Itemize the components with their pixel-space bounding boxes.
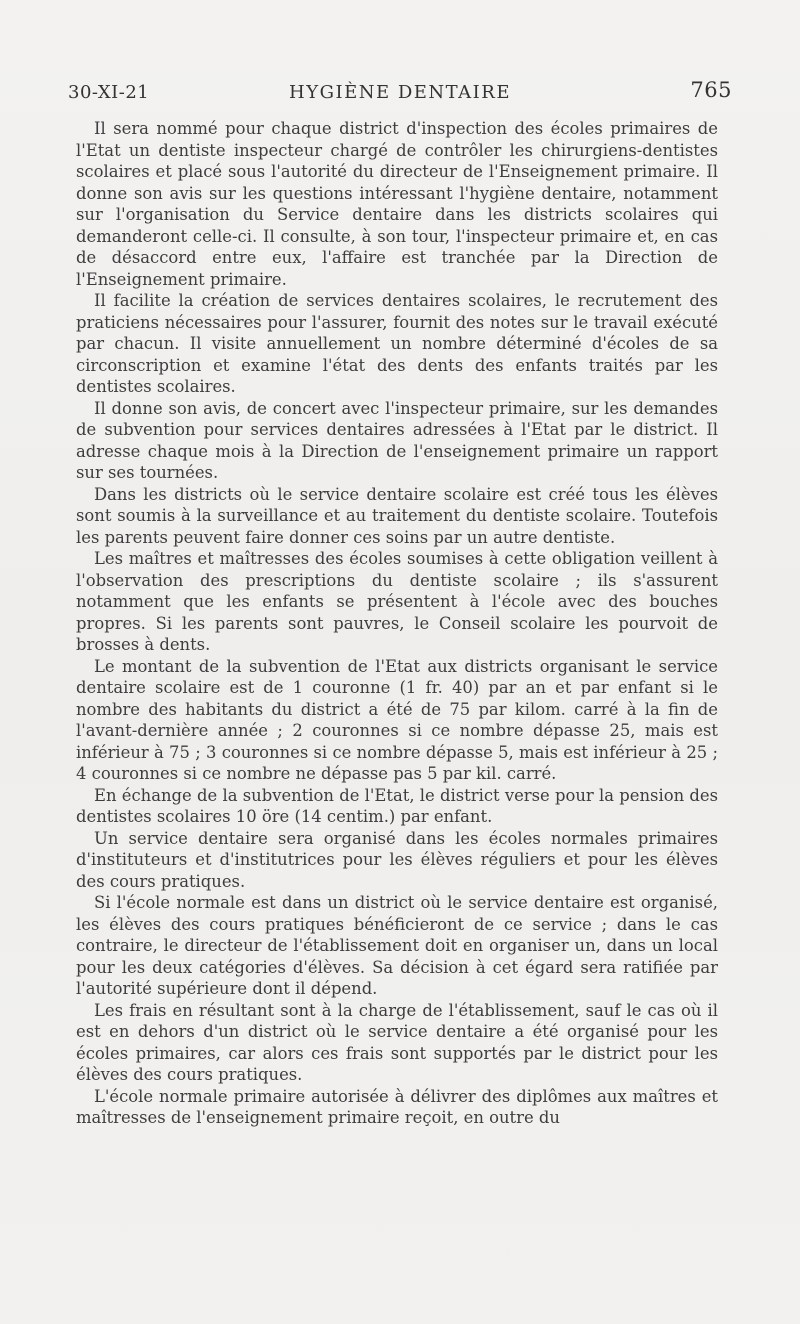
running-header <box>68 78 732 110</box>
paragraph: En échange de la subvention de l'Etat, le district verse pour la pension des dentistes scolaires 10 öre (14 centim.) par enfant. <box>76 785 718 826</box>
paragraph: Les frais en résultant sont à la charge de l'établissement, sauf le cas où il est en dehors d'un district où le service dentaire a été organisé pour les écoles primaires, car alors ces frais sont supportés par le district pour les élèves des cours pratiques. <box>76 1000 718 1084</box>
paragraph: L'école normale primaire autorisée à délivrer des diplômes aux maîtres et maîtresses de l'enseignement primaire reçoit, en outre du <box>76 1086 718 1127</box>
paragraph: Dans les districts où le service dentaire scolaire est créé tous les élèves sont soumis à la surveillance et au traitement du dentiste scolaire. Toutefois les parents peuvent faire donner ces soins par un autre dentiste. <box>76 484 718 547</box>
page-number: 765 <box>690 78 732 102</box>
body-text <box>76 118 718 1129</box>
paragraph: Un service dentaire sera organisé dans les écoles normales primaires d'instituteurs et d'institutrices pour les élèves réguliers et pour les élèves des cours pratiques. <box>76 828 718 891</box>
paragraph: Il sera nommé pour chaque district d'inspection des écoles primaires de l'Etat un dentiste inspecteur chargé de contrôler les chirurgiens-dentistes scolaires et placé sous l'autorité du directeur de l'Enseignement primaire. Il donne son avis sur les questions intéressant l'hygiène dentaire, notamment sur l'organisation du Service dentaire dans les districts scolaires qui demanderont celle-ci. Il consulte, à son tour, l'inspecteur primaire et, en cas de désaccord entre eux, l'affaire est tranchée par la Direction de l'Enseignement primaire. <box>76 119 718 289</box>
paragraph: Le montant de la subvention de l'Etat aux districts organisant le service dentaire scolaire est de 1 couronne (1 fr. 40) par an et par enfant si le nombre des habitants du district a été de 75 par kilom. carré à la fin de l'avant-dernière année ; 2 couronnes si ce nombre dépasse 25, mais est inférieur à 75 ; 3 couronnes si ce nombre dépasse 5, mais est inférieur à 25 ; 4 couronnes si ce nombre ne dépasse pas 5 par kil. carré. <box>76 656 718 783</box>
paragraph: Il facilite la création de services dentaires scolaires, le recrutement des praticiens nécessaires pour l'assurer, fournit des notes sur le travail exécuté par chacun. Il visite annuellement un nombre déterminé d'écoles de sa circonscription et examine l'état des dents des enfants traités par les dentistes scolaires. <box>76 291 718 396</box>
paragraph: Les maîtres et maîtresses des écoles soumises à cette obligation veillent à l'observation des prescriptions du dentiste scolaire ; ils s'assurent notamment que les enfants se présentent à l'école avec des bouches propres. Si les parents sont pauvres, le Conseil scolaire les pourvoit de brosses à dents. <box>76 549 718 654</box>
paragraph: Si l'école normale est dans un district où le service dentaire est organisé, les élèves des cours pratiques bénéficieront de ce service ; dans le cas contraire, le directeur de l'établissement doit en organiser un, dans un local pour les deux catégories d'élèves. Sa décision à cet égard sera ratifiée par l'autorité supérieure dont il dépend. <box>76 893 718 998</box>
paragraph: Il donne son avis, de concert avec l'inspecteur primaire, sur les demandes de subvention pour services dentaires adressées à l'Etat par le district. Il adresse chaque mois à la Direction de l'enseignement primaire un rapport sur ses tournées. <box>76 398 718 482</box>
header-date: 30-XI-21 <box>68 82 150 103</box>
header-title: HYGIÈNE DENTAIRE <box>289 82 511 103</box>
